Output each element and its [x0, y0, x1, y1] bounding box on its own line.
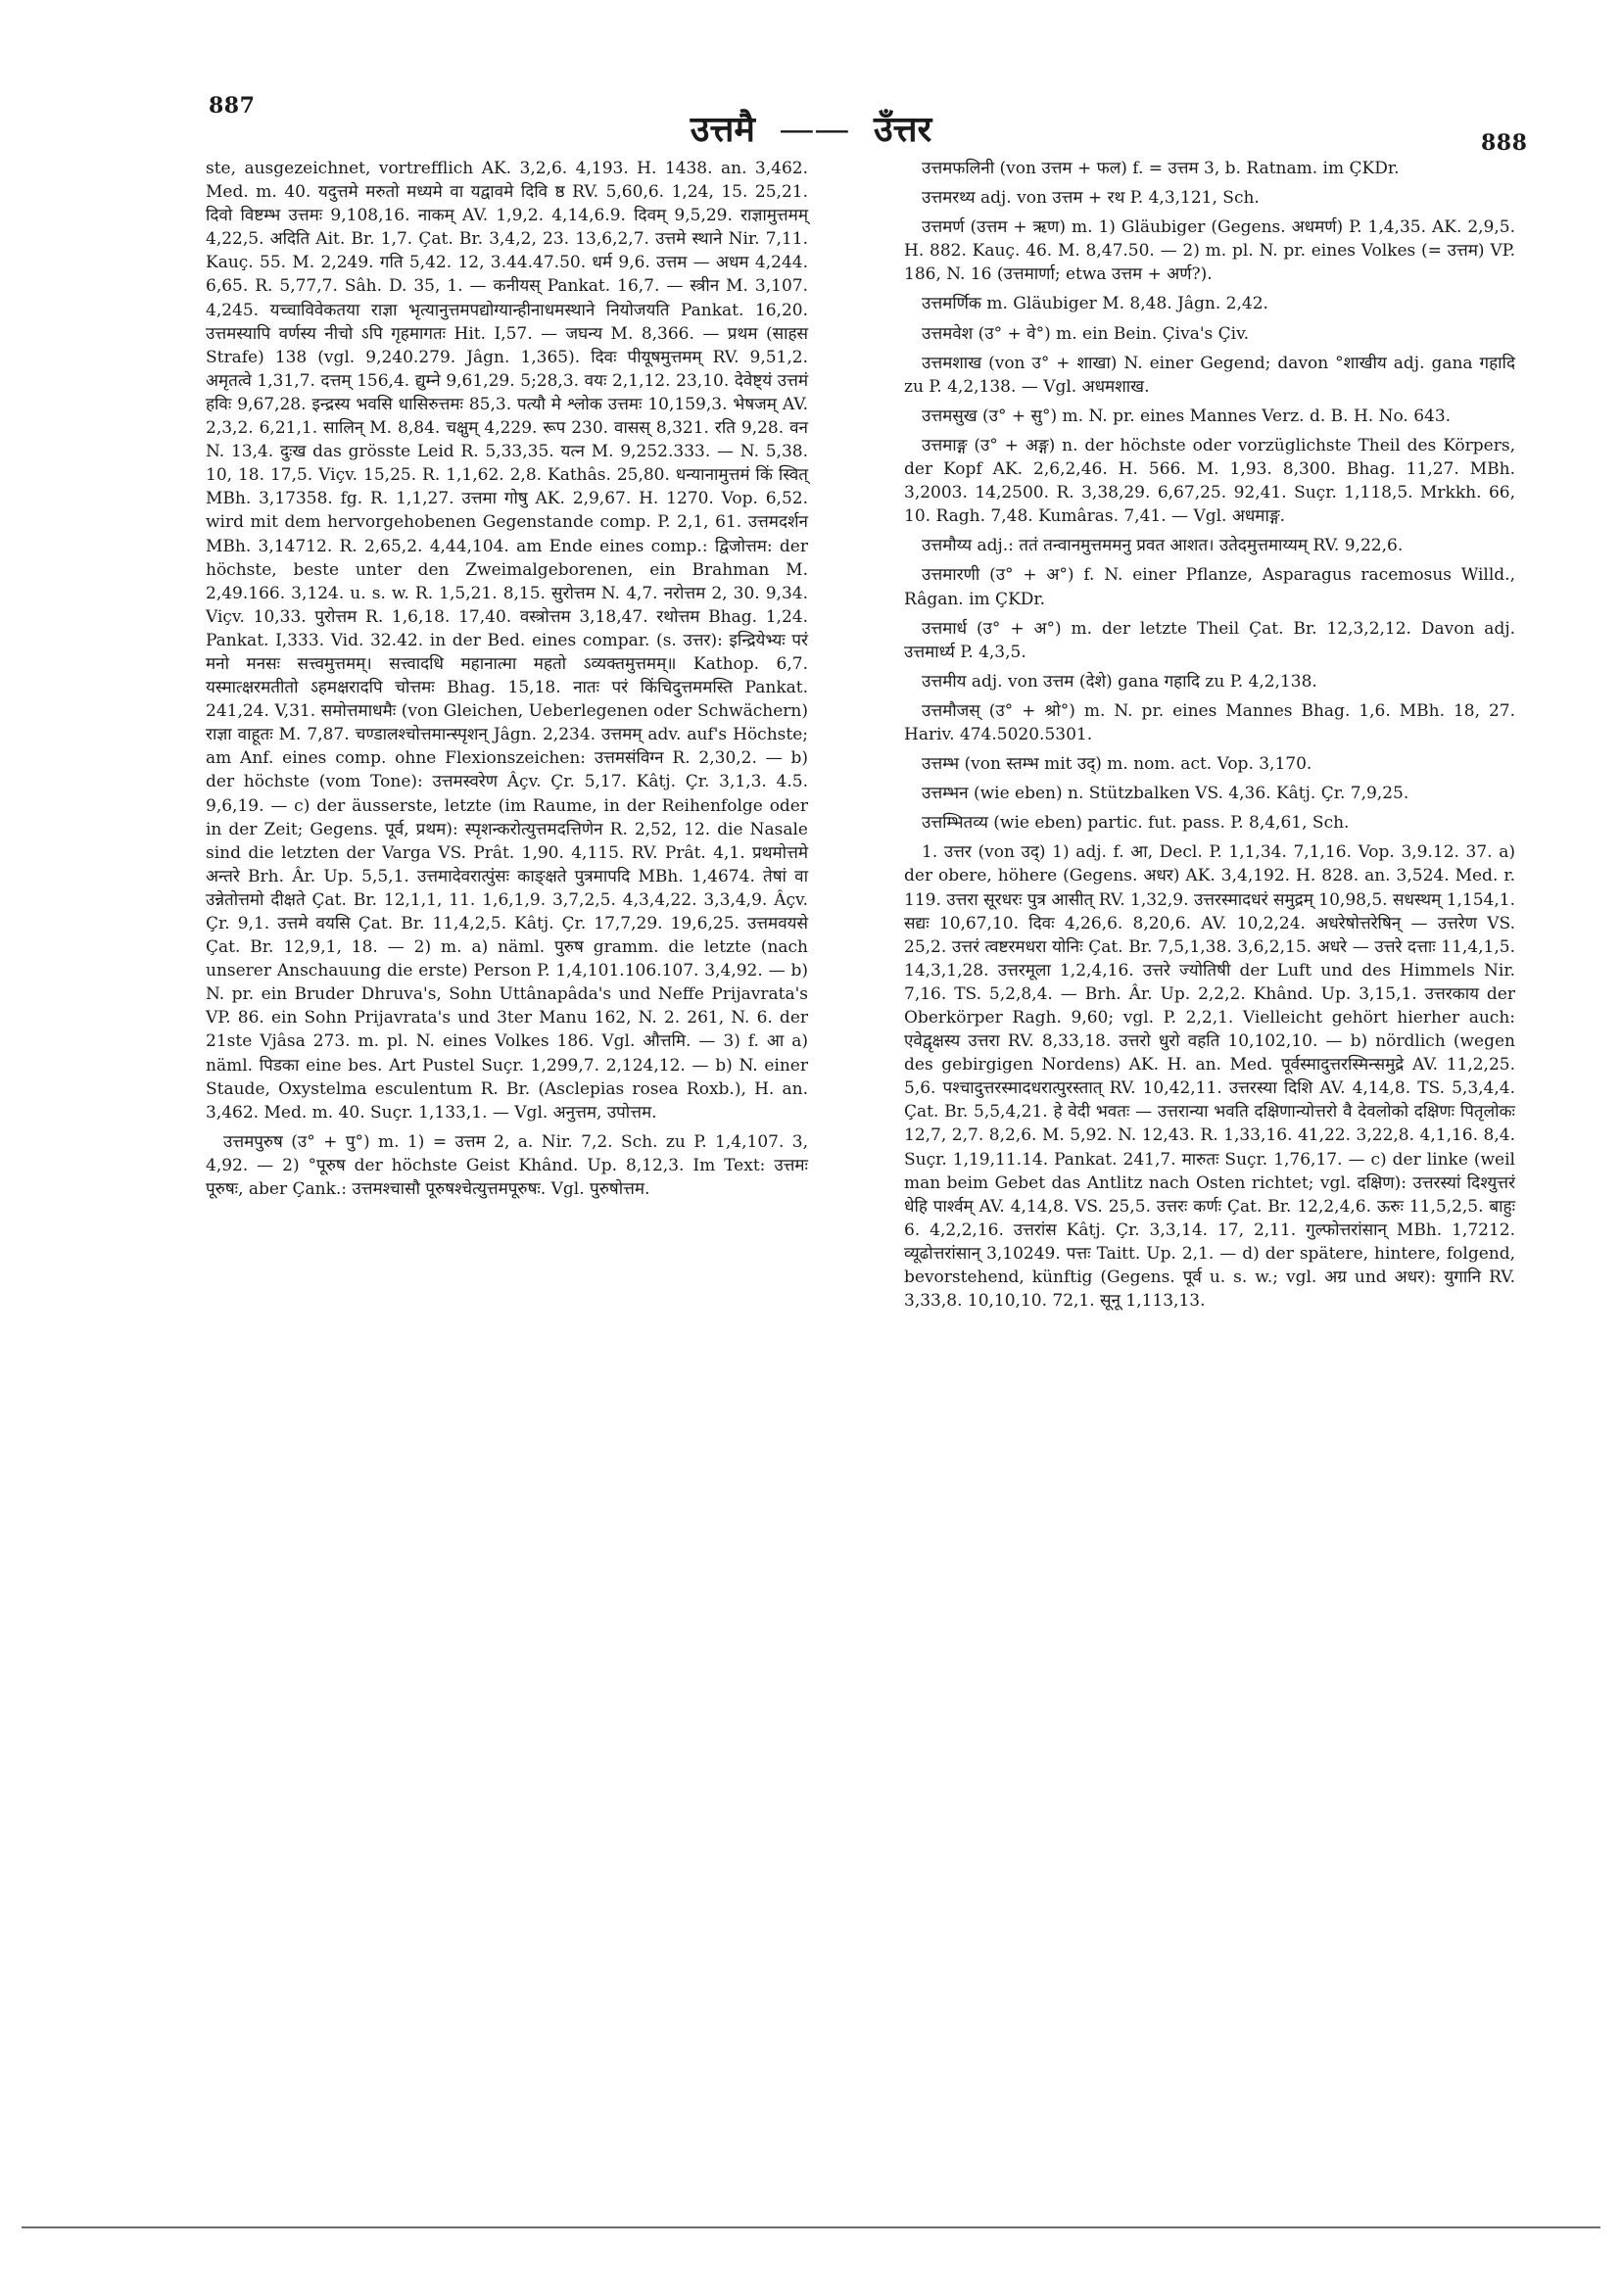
page-number-left: 887 — [209, 93, 256, 119]
dictionary-entry: उत्तमफलिनी (von उत्तम + फल) f. = उत्तम 3, b. Ratnam. im ÇKDr. — [922, 159, 1400, 178]
dictionary-entry: उत्तमाङ्ग (उ° + अङ्ग) n. der höchste oder vorzüglichste Theil des Körpers, der Kopf AK. 2,6,2,46. H. 566. M. 1,93. 8,300. Bhag. 11,27. MBh. 3,2003. 14,2500. R. 3,38,29. 6,67,25. 92,41. Suçr. 1,118,5. Mrkkh. 66, 10. Ragh. 7,48. Kumâras. 7,41. — Vgl. अधमाङ्ग. — [904, 435, 1515, 527]
dictionary-entry: उत्तमौय्य adj.: ततं तन्वानमुत्तममनु प्रवत आशत। उतेदमुत्तमाय्यम् RV. 9,22,6. — [922, 536, 1404, 556]
dictionary-entry: उत्तमारणी (उ° + अ°) f. N. einer Pflanze, Asparagus racemosus Willd., Râgan. im ÇKDr. — [904, 565, 1515, 609]
running-head-dash: —— — [779, 110, 850, 150]
dictionary-entry: उत्तमसुख (उ° + सु°) m. N. pr. eines Mannes Verz. d. B. H. No. 643. — [922, 406, 1452, 426]
dictionary-entry: उत्तमशाख (von उ° + शाखा) N. einer Gegend; davon °शाखीय adj. gana गहादि zu P. 4,2,138. — Vgl. अधमशाख. — [904, 353, 1515, 397]
right-column — [904, 157, 1515, 1318]
page-number-right: 888 — [1481, 130, 1528, 156]
dictionary-entry: उत्तम्भितव्य (wie eben) partic. fut. pass. P. 8,4,61, Sch. — [922, 813, 1350, 834]
running-head-right-word: उँत्तर — [873, 109, 932, 150]
dictionary-entry: ste, ausgezeichnet, vortrefflich AK. 3,2,6. 4,193. H. 1438. an. 3,462. Med. m. 40. यदुत्तमे मरुतो मध्यमे वा यद्वावमे दिवि ष्ठ RV. 5,60,6. 1,24, 15. 25,21. दिवो विष्टम्भ उत्तमः 9,108,16. नाकम् AV. 1,9,2. 4,14,6.9. दिवम् 9,5,29. राज्ञामुत्तमम् 4,22,5. अदिति Ait. Br. 1,7. Çat. Br. 3,4,2, 23. 13,6,2,7. उत्तमे स्थाने Nir. 7,11. Kauç. 55. M. 2,249. गति 5,42. 12, 3.44.47.50. धर्म 9,6. उत्तम — अधम 4,244. 6,65. R. 5,77,7. Sâh. D. 35, 1. — कनीयस् Pankat. 16,7. — स्त्रीन M. 3,107. 4,245. यच्चाविवेकतया राज्ञा भृत्यानुत्तमपद्योग्यान्हीनाधमस्थाने नियोजयति Pankat. 16,20. उत्तमस्यापि वर्णस्य नीचो ऽपि गृहमागतः Hit. I,57. — जघन्य M. 8,366. — प्रथम (साहस Strafe) 138 (vgl. 9,240.279. Jâgn. 1,365). दिवः पीयूषमुत्तमम् RV. 9,51,2. अमृतत्वे 1,31,7. दत्तम् 156,4. द्युम्ने 9,61,29. 5;28,3. वयः 2,1,12. 23,10. देवेष्ट्यं उत्तमं हविः 9,67,28. इन्द्रस्य भवसि धासिरुत्तमः 85,3. पत्यौ मे श्लोक उत्तमः 10,159,3. भेषजम् AV. 2,3,2. 6,21,1. सालिन् M. 8,84. चक्षुम् 4,229. रूप 230. वासस् 8,321. रति 9,28. वन N. 13,4. दुःख das grösste Leid R. 5,33,35. यत्न M. 9,252.333. — N. 5,38. 10, 18. 17,5. Viçv. 15,25. R. 1,1,62. 2,8. Kathâs. 25,80. धन्यानामुत्तमं किं स्वित् MBh. 3,17358. fg. R. 1,1,27. उत्तमा गोषु AK. 2,9,67. H. 1270. Vop. 6,52. wird mit dem hervorgehobenen Gegenstande comp. P. 2,1, 61. उत्तमदर्शन MBh. 3,14712. R. 2,65,2. 4,44,104. am Ende eines comp.: द्विजोत्तम: der höchste, beste unter den Zweimalgeborenen, ein Brahman M. 2,49.166. 3,124. u. s. w. R. 1,5,21. 8,15. सुरोत्तम N. 4,7. नरोत्तम 2, 30. 9,34. Viçv. 10,33. पुरोत्तम R. 1,6,18. 17,40. वस्त्रोत्तम 3,18,47. रथोत्तम Bhag. 1,24. Pankat. I,333. Vid. 32.42. in der Bed. eines compar. (s. उत्तर): इन्द्रियेभ्यः परं मनो मनसः सत्त्वमुत्तमम्। सत्त्वादधि महानात्मा महतो ऽव्यक्तमुत्तमम्॥ Kathop. 6,7. यस्मात्क्षरमतीतो ऽहमक्षरादपि चोत्तमः Bhag. 15,18. नातः परं किंचिदुत्तममस्ति Pankat. 241,24. V,31. समोत्तमाधमैः (von Gleichen, Ueberlegenen oder Schwächern) राज्ञा वाहूतः M. 7,87. चण्डालश्चोत्तमान्स्पृशन् Jâgn. 2,234. उत्तमम् adv. auf's Höchste; am Anf. eines comp. ohne Flexionszeichen: उत्तमसंविग्न R. 2,30,2. — b) der höchste (vom Tone): उत्तमस्वरेण Âçv. Çr. 5,17. Kâtj. Çr. 3,1,3. 4.5. 9,6,19. — c) der äusserste, letzte (im Raume, in der Reihenfolge oder in der Zeit; Gegens. पूर्व, प्रथम): स्पृशन्करोत्युत्तमदत्तिणेन R. 2,52, 12. die Nasale sind die letzten der Varga VS. Prât. 1,90. 4,115. RV. Prât. 4,1. प्रथमोत्तमे अन्तरे Brh. Âr. Up. 5,5,1. उत्तमादेवरात्पुंसः काङ्क्षते पुत्रमापदि MBh. 1,4674. तेषां वा उन्नेतोत्तमो दीक्षते Çat. Br. 12,1,1, 11. 1,6,1,9. 3,7,2,5. 4,3,4,22. 3,3,4,9. Âçv. Çr. 9,1. उत्तमे वयसि Çat. Br. 11,4,2,5. Kâtj. Çr. 17,7,29. 19,6,25. उत्तमवयसे Çat. Br. 12,9,1, 18. — 2) m. a) näml. पुरुष gramm. die letzte (nach unserer Anschauung die erste) Person P. 1,4,101.106.107. 3,4,92. — b) N. pr. ein Bruder Dhruva's, Sohn Uttânapâda's und Neffe Prijavrata's VP. 86. ein Sohn Prijavrata's und 3ter Manu 162, N. 2. 261, N. 6. der 21ste Vjâsa 273. m. pl. N. eines Volkes 186. Vgl. औत्तमि. — 3) f. आ a) näml. पिडका eine bes. Art Pustel Suçr. 1,299,7. 2,124,12. — b) N. einer Staude, Oxystelma esculentum R. Br. (Asclepias rosea Roxb.), H. an. 3,462. Med. m. 40. Suçr. 1,133,1. — Vgl. अनुत्तम, उपोत्तम. — [206, 159, 808, 1123]
dictionary-entry: उत्तमर्णिक m. Gläubiger M. 8,48. Jâgn. 2,42. — [922, 294, 1268, 314]
dictionary-entry: उत्तम्भ (von स्तम्भ mit उद्) m. nom. act. Vop. 3,170. — [922, 754, 1312, 775]
dictionary-entry: उत्तमीय adj. von उत्तम (देशे) gana गहादि zu P. 4,2,138. — [922, 671, 1317, 692]
running-head-left-word: उत्तमै — [690, 109, 755, 150]
left-column — [206, 157, 808, 1207]
dictionary-entry: उत्तमर्ण (उत्तम + ऋण) m. 1) Gläubiger (Gegens. अधमर्ण) P. 1,4,35. AK. 2,9,5. H. 882. Kauç. 46. M. 8,47.50. — 2) m. pl. N. pr. eines Volkes (= उत्तम) VP. 186, N. 16 (उत्तमार्णा; etwa उत्तम + अर्ण?). — [904, 217, 1515, 285]
dictionary-entry: उत्तमवेश (उ° + वे°) m. ein Bein. Çiva's Çiv. — [922, 323, 1250, 344]
dictionary-entry: उत्तमरथ्य adj. von उत्तम + रथ P. 4,3,121, Sch. — [922, 188, 1260, 209]
bottom-rule — [22, 2226, 1600, 2228]
running-head — [0, 104, 1622, 152]
dictionary-entry: उत्तम्भन (wie eben) n. Stützbalken VS. 4,36. Kâtj. Çr. 7,9,25. — [922, 784, 1409, 804]
dictionary-entry: उत्तमार्ध (उ° + अ°) m. der letzte Theil Çat. Br. 12,3,2,12. Davon adj. उत्तमार्ध्य P. 4,3,5. — [904, 618, 1515, 662]
dictionary-entry: उत्तमपुरुष (उ° + पु°) m. 1) = उत्तम 2, a. Nir. 7,2. Sch. zu P. 1,4,107. 3, 4,92. — 2) °पूरुष der höchste Geist Khând. Up. 8,12,3. Im Text: उत्तमः पूरुषः, aber Çank.: उत्तमश्चासौ पूरुषश्चेत्युत्तमपूरुषः. Vgl. पुरुषोत्तम. — [206, 1131, 808, 1200]
dictionary-entry: उत्तमौजस् (उ° + श्रो°) m. N. pr. eines Mannes Bhag. 1,6. MBh. 18, 27. Hariv. 474.5020.5301. — [904, 700, 1515, 744]
dictionary-entry: 1. उत्तर (von उद्) 1) adj. f. आ, Decl. P. 1,1,34. 7,1,16. Vop. 3,9.12. 37. a) der obere, höhere (Gegens. अधर) AK. 3,4,192. H. 828. an. 3,524. Med. r. 119. उत्तरा सूरधरः पुत्र आसीत् RV. 1,32,9. उत्तरस्मादधरं समुद्रम् 10,98,5. सधस्थम् 1,154,1. सद्यः 10,67,10. दिवः 4,26,6. 8,20,6. AV. 10,2,24. अधरेषोत्तरेषिन् — उत्तरेण VS. 25,2. उत्तरं त्वष्टरमधरा योनिः Çat. Br. 7,5,1,38. 3,6,2,15. अधरे — उत्तरे दत्ताः 11,4,1,5. 14,3,1,28. उत्तरमूला 1,2,4,16. उत्तरे ज्योतिषी der Luft und des Himmels Nir. 7,16. TS. 5,2,8,4. — Brh. Âr. Up. 2,2,2. Khând. Up. 3,15,1. उत्तरकाय der Oberkörper Ragh. 9,60; vgl. P. 2,2,1. Vielleicht gehört hierher auch: एवेद्वृक्षस्य उत्तरा RV. 8,33,18. उत्तरो धुरो वहति 10,102,10. — b) nördlich (wegen des gebirgigen Nordens) AK. H. an. Med. पूर्वस्मादुत्तरस्मिन्समुद्रे AV. 11,2,25. 5,6. पश्चादुत्तरस्मादधरात्पुरस्तात् RV. 10,42,11. उत्तरस्या दिशि AV. 4,14,8. TS. 5,3,4,4. Çat. Br. 5,5,4,21. हे वेदी भवतः — उत्तरान्या भवति दक्षिणान्योत्तरो वै देवलोको दक्षिणः पितृलोकः 12,7, 2,7. 8,2,6. M. 5,92. N. 12,43. R. 1,33,16. 41,22. 3,22,8. 4,1,16. 8,4. Suçr. 1,19,11.14. Pankat. 241,7. मारुतः Suçr. 1,76,17. — c) der linke (weil man beim Gebet das Antlitz nach Osten richtet; vgl. दक्षिण): उत्तरस्यां दिश्युत्तरं धेहि पार्श्वम् AV. 4,14,8. VS. 25,5. उत्तरः कर्णः Çat. Br. 12,2,4,6. ऊरुः 11,5,2,5. बाहुः 6. 4,2,2,16. उत्तरांस Kâtj. Çr. 3,3,14. 17, 2,11. गुल्फोत्तरांसान् MBh. 1,7212. व्यूढोत्तरांसान् 3,10249. पत्तः Taitt. Up. 2,1. — d) der spätere, hintere, folgend, bevorstehend, künftig (Gegens. पूर्व u. s. w.; vgl. अग्र und अधर): युगानि RV. 3,33,8. 10,10,10. 72,1. सूनू 1,113,13. — [904, 842, 1515, 1312]
